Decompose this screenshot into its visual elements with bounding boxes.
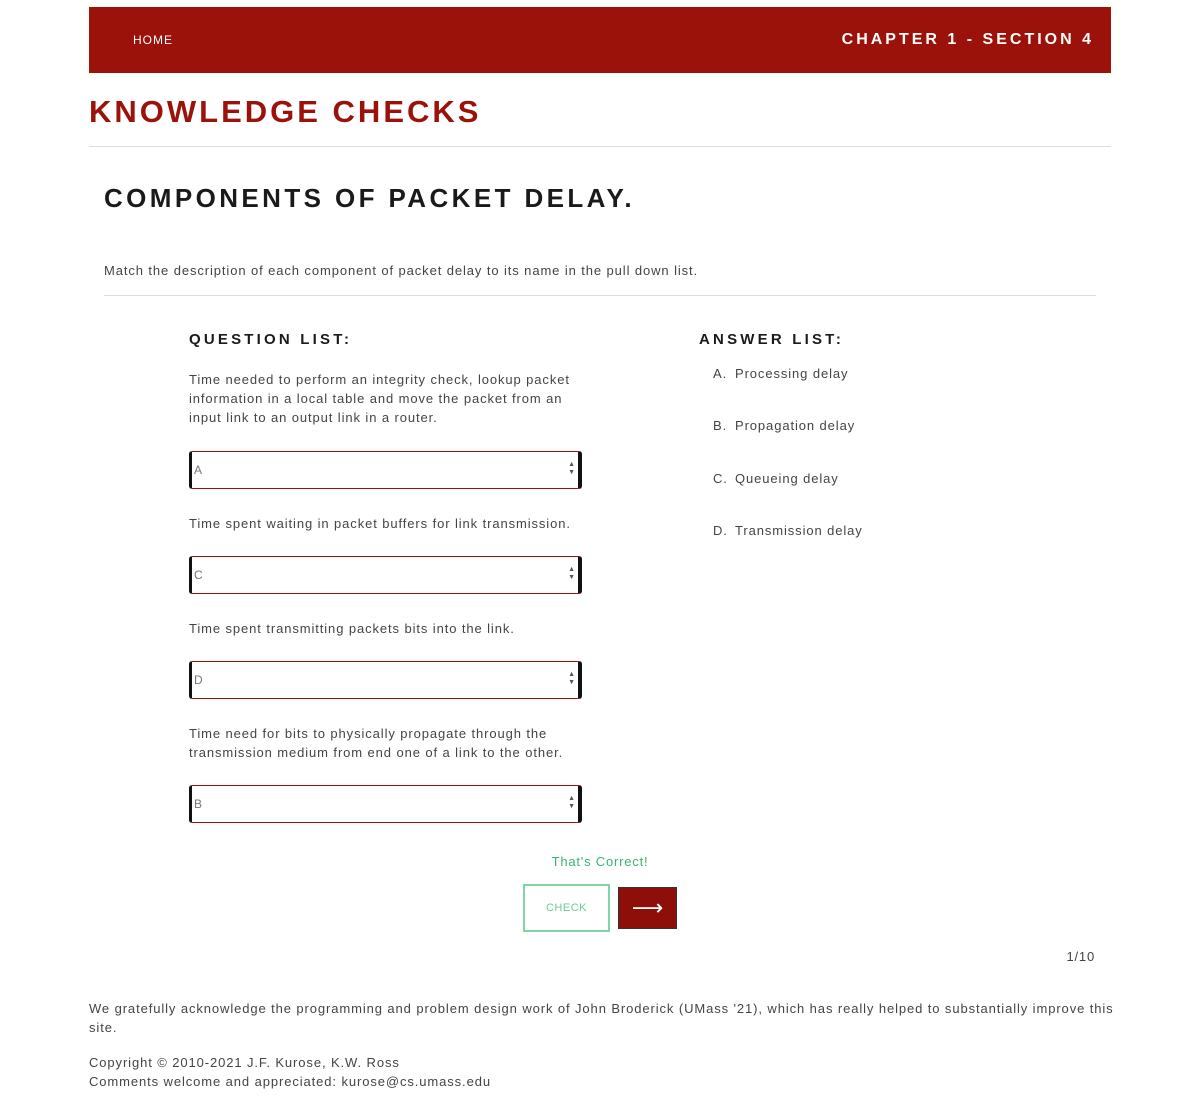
footer-acknowledgement: We gratefully acknowledge the programming and problem design work of John Broderick (UMass '21), which has really helped to substantially improve this site. (89, 1001, 1114, 1035)
dropdown-selected-value: D (194, 673, 203, 687)
dropdown-arrows-icon: ▲ ▼ (568, 795, 575, 810)
answer-letter: C. (713, 471, 728, 486)
question-counter: 1/10 (1066, 949, 1095, 964)
dropdown-arrows-icon: ▲ ▼ (568, 461, 575, 476)
answer-dropdown-4[interactable] (189, 785, 582, 823)
answer-dropdown-2[interactable] (189, 556, 582, 594)
answer-list-heading: ANSWER LIST: (699, 331, 845, 348)
check-button[interactable]: CHECK (523, 884, 610, 932)
question-list-heading: QUESTION LIST: (189, 331, 353, 348)
answer-label: Processing delay (735, 366, 849, 381)
instructions-text: Match the description of each component of packet delay to its name in the pull down list. (104, 263, 699, 278)
answer-item (713, 366, 848, 381)
answer-letter: B. (713, 418, 728, 433)
section-title: COMPONENTS OF PACKET DELAY. (104, 183, 635, 213)
footer-copyright-block (89, 1053, 491, 1091)
header-bar (89, 7, 1111, 73)
answer-item (713, 418, 855, 433)
answer-label: Transmission delay (735, 523, 863, 538)
answer-letter: A. (713, 366, 728, 381)
title-divider (89, 146, 1111, 147)
copyright-text: Copyright © 2010-2021 J.F. Kurose, K.W. Ross (89, 1055, 400, 1070)
dropdown-arrows-icon: ▲ ▼ (568, 671, 575, 686)
question-text: Time needed to perform an integrity check, lookup packet information in a local table and move the packet from an input link to an output link in a router. (189, 372, 570, 425)
answer-dropdown-1[interactable] (189, 451, 582, 489)
next-arrow-button[interactable] (618, 887, 677, 929)
comments-line (89, 1072, 491, 1091)
dropdown-arrows-icon: ▲ ▼ (568, 566, 575, 581)
dropdown-selected-value: B (194, 797, 203, 811)
home-link[interactable]: HOME (133, 33, 173, 47)
answer-item (713, 523, 863, 538)
question-text: Time need for bits to physically propagate through the transmission medium from end one of a link to the other. (189, 726, 564, 760)
page-title: KNOWLEDGE CHECKS (89, 94, 482, 129)
arrow-right-icon: ⟶ (631, 895, 664, 921)
answer-label: Queueing delay (735, 471, 839, 486)
feedback-message: That's Correct! (551, 854, 649, 869)
answer-label: Propagation delay (735, 418, 856, 433)
dropdown-selected-value: C (194, 568, 203, 582)
instructions-divider (104, 295, 1096, 296)
dropdown-selected-value: A (194, 463, 203, 477)
question-text: Time spent waiting in packet buffers for link transmission. (189, 516, 571, 531)
answer-item (713, 471, 839, 486)
question-text: Time spent transmitting packets bits into the link. (189, 621, 515, 636)
contact-email-link[interactable]: kurose@cs.umass.edu (341, 1074, 491, 1089)
comments-prefix: Comments welcome and appreciated: (89, 1074, 342, 1089)
answer-dropdown-3[interactable] (189, 661, 582, 699)
answer-letter: D. (713, 523, 728, 538)
chapter-section-label: CHAPTER 1 - SECTION 4 (841, 31, 1094, 48)
